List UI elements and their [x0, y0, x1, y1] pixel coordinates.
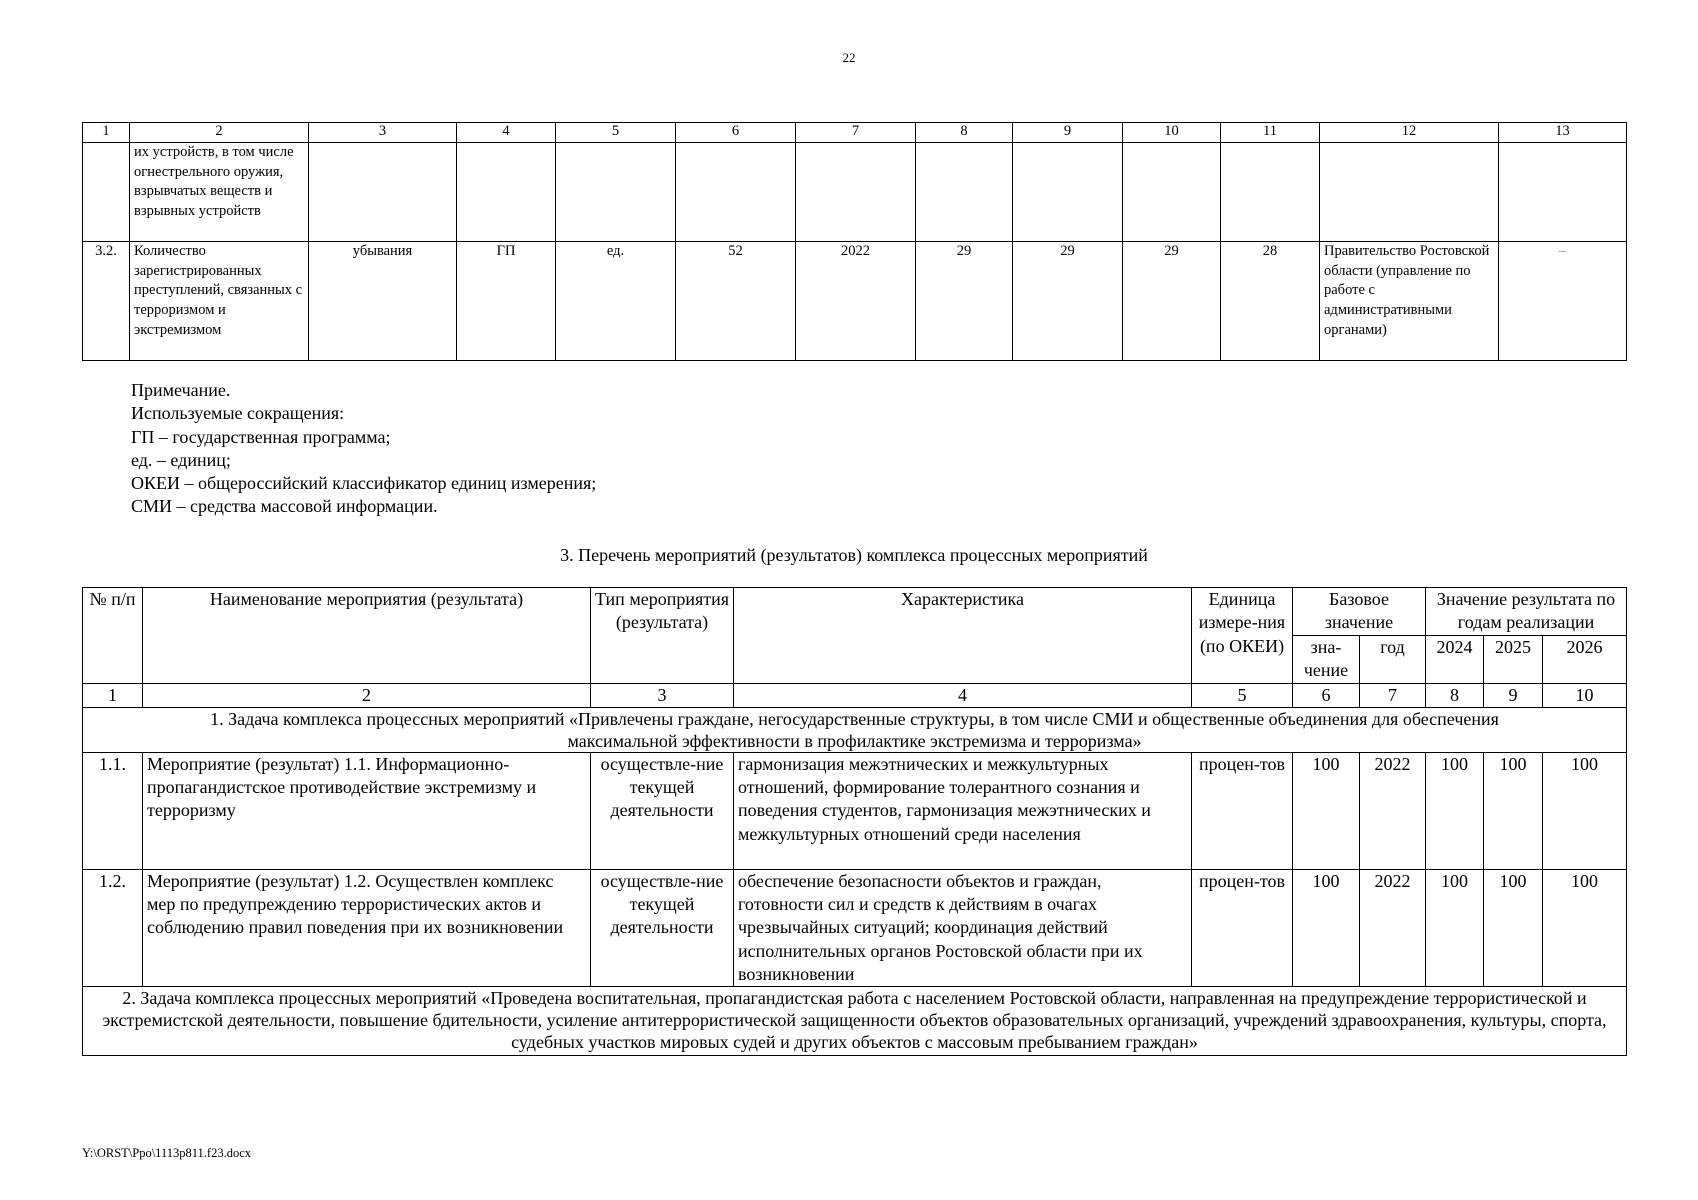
- base-value: 100: [1293, 869, 1360, 986]
- header-base-value: зна-чение: [1293, 636, 1360, 684]
- unit: процен-тов: [1192, 752, 1293, 869]
- table-row: [83, 752, 1627, 869]
- column-number: 7: [796, 123, 916, 143]
- column-number: 7: [1360, 683, 1426, 707]
- table-cell: ед.: [556, 242, 676, 361]
- table-cell: убывания: [309, 242, 457, 361]
- value-2024: 100: [1426, 869, 1484, 986]
- table-cell: 2022: [796, 242, 916, 361]
- column-number: 13: [1499, 123, 1627, 143]
- column-number: 6: [1293, 683, 1360, 707]
- header-year-2024: 2024: [1426, 636, 1484, 684]
- row-number: 1.1.: [83, 752, 143, 869]
- table-cell: [556, 143, 676, 242]
- table-cell: [1123, 143, 1221, 242]
- note-item: ГП – государственная программа;: [131, 426, 391, 447]
- header-result: Значение результата по годам реализации: [1426, 588, 1627, 636]
- activity-characteristic: обеспечение безопасности объектов и граждан, готовности сил и средств к действиям в очагах чрезвычайных ситуаций; координация действий исполнительных органов Ростовской области при их возникновении: [734, 869, 1192, 986]
- note-item: СМИ – средства массовой информации.: [131, 496, 438, 517]
- activity-characteristic: гармонизация межэтнических и межкультурных отношений, формирование толерантного сознания и поведения студентов, гармонизация межэтнических и межкультурных отношений среди населения: [734, 752, 1192, 869]
- table-cell: [1499, 143, 1627, 242]
- table-cell: [916, 143, 1013, 242]
- table-cell: 29: [1013, 242, 1123, 361]
- header-row: [83, 588, 1627, 636]
- note-item: ОКЕИ – общероссийский классификатор единиц измерения;: [131, 473, 597, 494]
- column-number: 8: [916, 123, 1013, 143]
- column-number: 5: [1192, 683, 1293, 707]
- base-year: 2022: [1360, 752, 1426, 869]
- note-title: Примечание.: [131, 380, 231, 400]
- column-number: 10: [1543, 683, 1627, 707]
- column-number: 3: [309, 123, 457, 143]
- activities-table: [82, 587, 1627, 1056]
- value-2024: 100: [1426, 752, 1484, 869]
- table-row: [83, 143, 1627, 242]
- note-item: ед. – единиц;: [131, 449, 231, 470]
- column-number: 1: [83, 123, 130, 143]
- page-number: 22: [842, 50, 856, 65]
- column-number: 2: [130, 123, 309, 143]
- header-year-2026: 2026: [1543, 636, 1627, 684]
- unit: процен-тов: [1192, 869, 1293, 986]
- column-number: 12: [1320, 123, 1499, 143]
- column-number: 11: [1221, 123, 1320, 143]
- table-cell: [1013, 143, 1123, 242]
- row-number: 3.2.: [83, 242, 130, 361]
- table-cell: [83, 143, 130, 242]
- table-cell: [676, 143, 796, 242]
- table-cell: 29: [916, 242, 1013, 361]
- note-subtitle: Используемые сокращения:: [131, 403, 345, 424]
- column-number-row: [83, 683, 1627, 707]
- activity-name: Мероприятие (результат) 1.2. Осуществлен комплекс мер по предупреждению террористических актов и соблюдению правил поведения при их возникновении: [143, 869, 591, 986]
- table-cell: 28: [1221, 242, 1320, 361]
- header-num: № п/п: [83, 588, 143, 684]
- column-number: 1: [83, 683, 143, 707]
- header-year-2025: 2025: [1484, 636, 1543, 684]
- indicator-name: их устройств, в том числе огнестрельного оружия, взрывчатых веществ и взрывных устройств: [130, 143, 309, 242]
- table-cell: –: [1499, 242, 1627, 361]
- activity-name: Мероприятие (результат) 1.1. Информационно-пропагандистское противодействие экстремизму и терроризму: [143, 752, 591, 869]
- responsible-body: Правительство Ростовской области (управление по работе с административными органами): [1320, 242, 1499, 361]
- table-cell: [457, 143, 556, 242]
- column-number-row: [83, 123, 1627, 143]
- column-number: 8: [1426, 683, 1484, 707]
- header-base: Базовое значение: [1293, 588, 1426, 636]
- indicator-name: Количество зарегистрированных преступлений, связанных с терроризмом и экстремизмом: [130, 242, 309, 361]
- header-characteristic: Характеристика: [734, 588, 1192, 684]
- column-number: 3: [591, 683, 734, 707]
- table-row: [83, 242, 1627, 361]
- column-number: 4: [457, 123, 556, 143]
- task-row: [83, 707, 1627, 752]
- table-cell: ГП: [457, 242, 556, 361]
- column-number: 9: [1013, 123, 1123, 143]
- abbreviations-note: [131, 379, 596, 519]
- activity-type: осуществле-ние текущей деятельности: [591, 869, 734, 986]
- task-row: [83, 987, 1627, 1056]
- task-title: 1. Задача комплекса процессных мероприятий «Привлечены граждане, негосударственные структуры, в том числе СМИ и общественные объединения для обеспечения максимальной эффективности в профилактике экстремизма и терроризма»: [83, 707, 1627, 752]
- table-cell: 52: [676, 242, 796, 361]
- value-2025: 100: [1484, 752, 1543, 869]
- table-cell: [309, 143, 457, 242]
- value-2026: 100: [1543, 869, 1627, 986]
- base-value: 100: [1293, 752, 1360, 869]
- column-number: 5: [556, 123, 676, 143]
- base-year: 2022: [1360, 869, 1426, 986]
- value-2026: 100: [1543, 752, 1627, 869]
- column-number: 9: [1484, 683, 1543, 707]
- header-base-year: год: [1360, 636, 1426, 684]
- column-number: 4: [734, 683, 1192, 707]
- task-title: 2. Задача комплекса процессных мероприятий «Проведена воспитательная, пропагандистская работа с населением Ростовской области, направленная на предупреждение террористической и экстремистской деятельности, повышение бдительности, усиление антитеррористической защищенности объектов образовательных организаций, учреждений здравоохранения, культуры, спорта, судебных участков мировых судей и других объектов с массовым пребыванием граждан»: [83, 987, 1627, 1056]
- section-title: 3. Перечень мероприятий (результатов) комплекса процессных мероприятий: [560, 545, 1148, 565]
- table-cell: [1221, 143, 1320, 242]
- column-number: 10: [1123, 123, 1221, 143]
- column-number: 6: [676, 123, 796, 143]
- table-cell: 29: [1123, 242, 1221, 361]
- indicators-table: [82, 122, 1627, 361]
- table-cell: [1320, 143, 1499, 242]
- header-type: Тип мероприятия (результата): [591, 588, 734, 684]
- row-number: 1.2.: [83, 869, 143, 986]
- file-path-footer: Y:\ORST\Ppo\1113p811.f23.docx: [82, 1146, 251, 1160]
- header-unit: Единица измере-ния (по ОКЕИ): [1192, 588, 1293, 684]
- table-cell: [796, 143, 916, 242]
- header-name: Наименование мероприятия (результата): [143, 588, 591, 684]
- value-2025: 100: [1484, 869, 1543, 986]
- column-number: 2: [143, 683, 591, 707]
- activity-type: осуществле-ние текущей деятельности: [591, 752, 734, 869]
- table-row: [83, 869, 1627, 986]
